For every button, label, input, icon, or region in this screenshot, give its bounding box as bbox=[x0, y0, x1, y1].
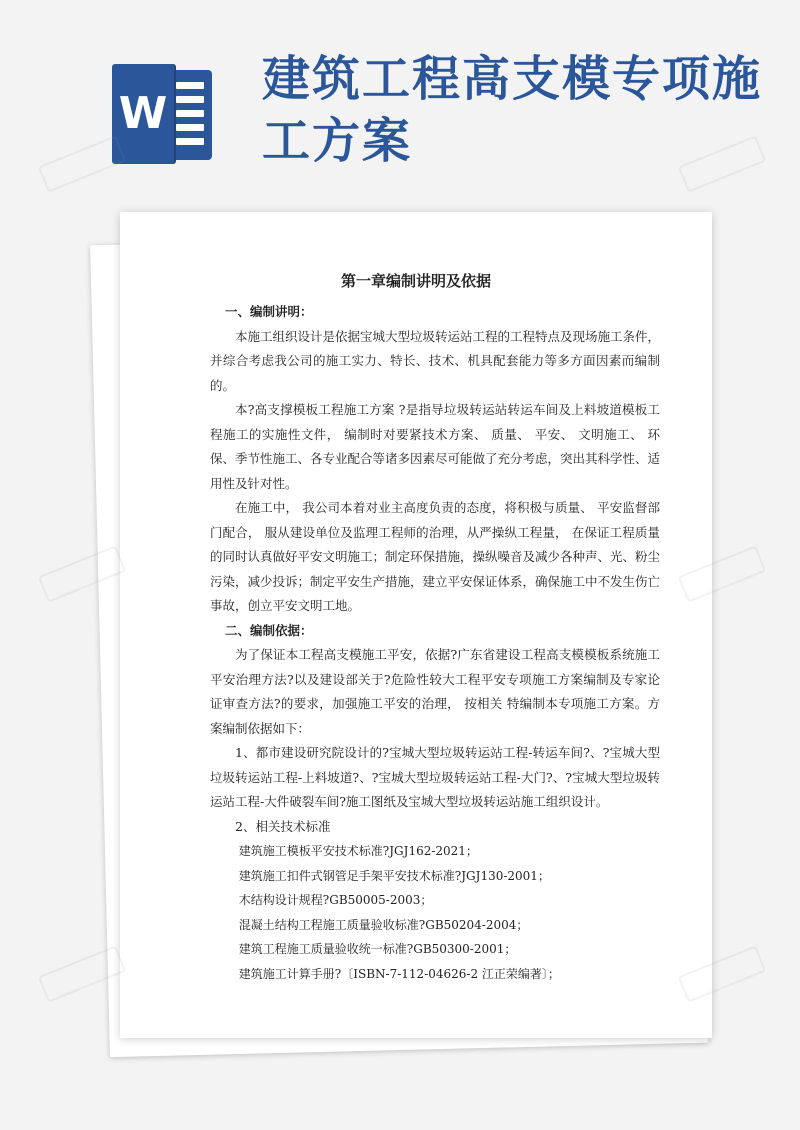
section-heading-explanation: 一、编制讲明： bbox=[225, 304, 313, 319]
standard-item: 木结构设计规程?GB50005-2003； bbox=[238, 893, 433, 907]
word-logo-badge bbox=[112, 64, 174, 164]
paragraph: 为了保证本工程高支模施工平安，依据?广东省建设工程高支模模板系统施工平安治理方法?以及建设部关于?危险性较大工程平安专项施工方案编制及专家论证审查方法?的要求，加强施工平安的治理， 按相关 特编制本专项施工方案。方案编制依据如下： bbox=[210, 647, 660, 736]
standard-item: 混凝土结构工程施工质量验收标准?GB50204-2004； bbox=[238, 917, 529, 932]
word-logo-icon bbox=[112, 64, 216, 164]
standard-item: 建筑工程施工质量验收统一标准?GB50300-2001； bbox=[238, 942, 517, 956]
word-logo-line bbox=[176, 110, 204, 117]
page-title: 建筑工程高支模专项施工方案 bbox=[262, 51, 763, 169]
document-body bbox=[210, 300, 660, 986]
word-logo-line bbox=[176, 82, 204, 89]
paragraph: 1、都市建设研究院设计的?宝城大型垃圾转运站工程-转运车间?、?宝城大型垃圾转运站工程-上料坡道?、?宝城大型垃圾转运站工程-大门?、?宝城大型垃圾转运站工程-大件破裂车间?施工图纸及宝城大型垃圾转运站施工组织设计。 bbox=[210, 745, 660, 809]
word-logo-line bbox=[176, 138, 204, 145]
word-logo-letter: W bbox=[118, 88, 168, 139]
standard-item: 建筑施工计算手册?〔ISBN-7-112-04626-2 江正荣编著〕； bbox=[238, 966, 560, 981]
paragraph: 在施工中， 我公司本着对业主高度负责的态度，将积极与质量、 平安监督部门配合， 服从建设单位及监理工程师的治理，从严操纵工程量， 在保证工程质量的同时认真做好平安文明施工；制定环保措施，操纵噪音及减少各种声、光、粉尘污染，减少投诉；制定平安生产措施，建立平安保证体系，确保施工中不发生伤亡事故，创立平安文明工地。 bbox=[210, 500, 661, 613]
paragraph: 本?高支撑模板工程施工方案 ?是指导垃圾转运站转运车间及上料坡道模板工程施工的实施性文件， 编制时对要紧技术方案、 质量、 平安、 文明施工、 环保、季节性施工、各专业配合等诸多因素尽可能做了充分考虑，突出其科学性、适用性及针对性。 bbox=[210, 402, 661, 491]
paragraph: 2、相关技术标准 bbox=[235, 818, 331, 834]
standard-item: 建筑施工扣件式钢管足手架平安技术标准?JGJ130-2001； bbox=[238, 868, 550, 883]
section-heading-basis: 二、编制依据： bbox=[225, 622, 313, 638]
chapter-title: 第一章编制讲明及依据 bbox=[340, 272, 491, 290]
word-logo-line bbox=[176, 96, 204, 103]
standard-item: 建筑施工模板平安技术标准?JGJ162-2021； bbox=[238, 844, 478, 858]
word-logo-line bbox=[176, 124, 204, 131]
document-page bbox=[120, 212, 712, 1038]
paragraph: 本施工组织设计是依据宝城大型垃圾转运站工程的工程特点及现场施工条件，并综合考虑我公司的施工实力、特长、技术、机具配套能力等多方面因素而编制的。 bbox=[210, 328, 661, 393]
